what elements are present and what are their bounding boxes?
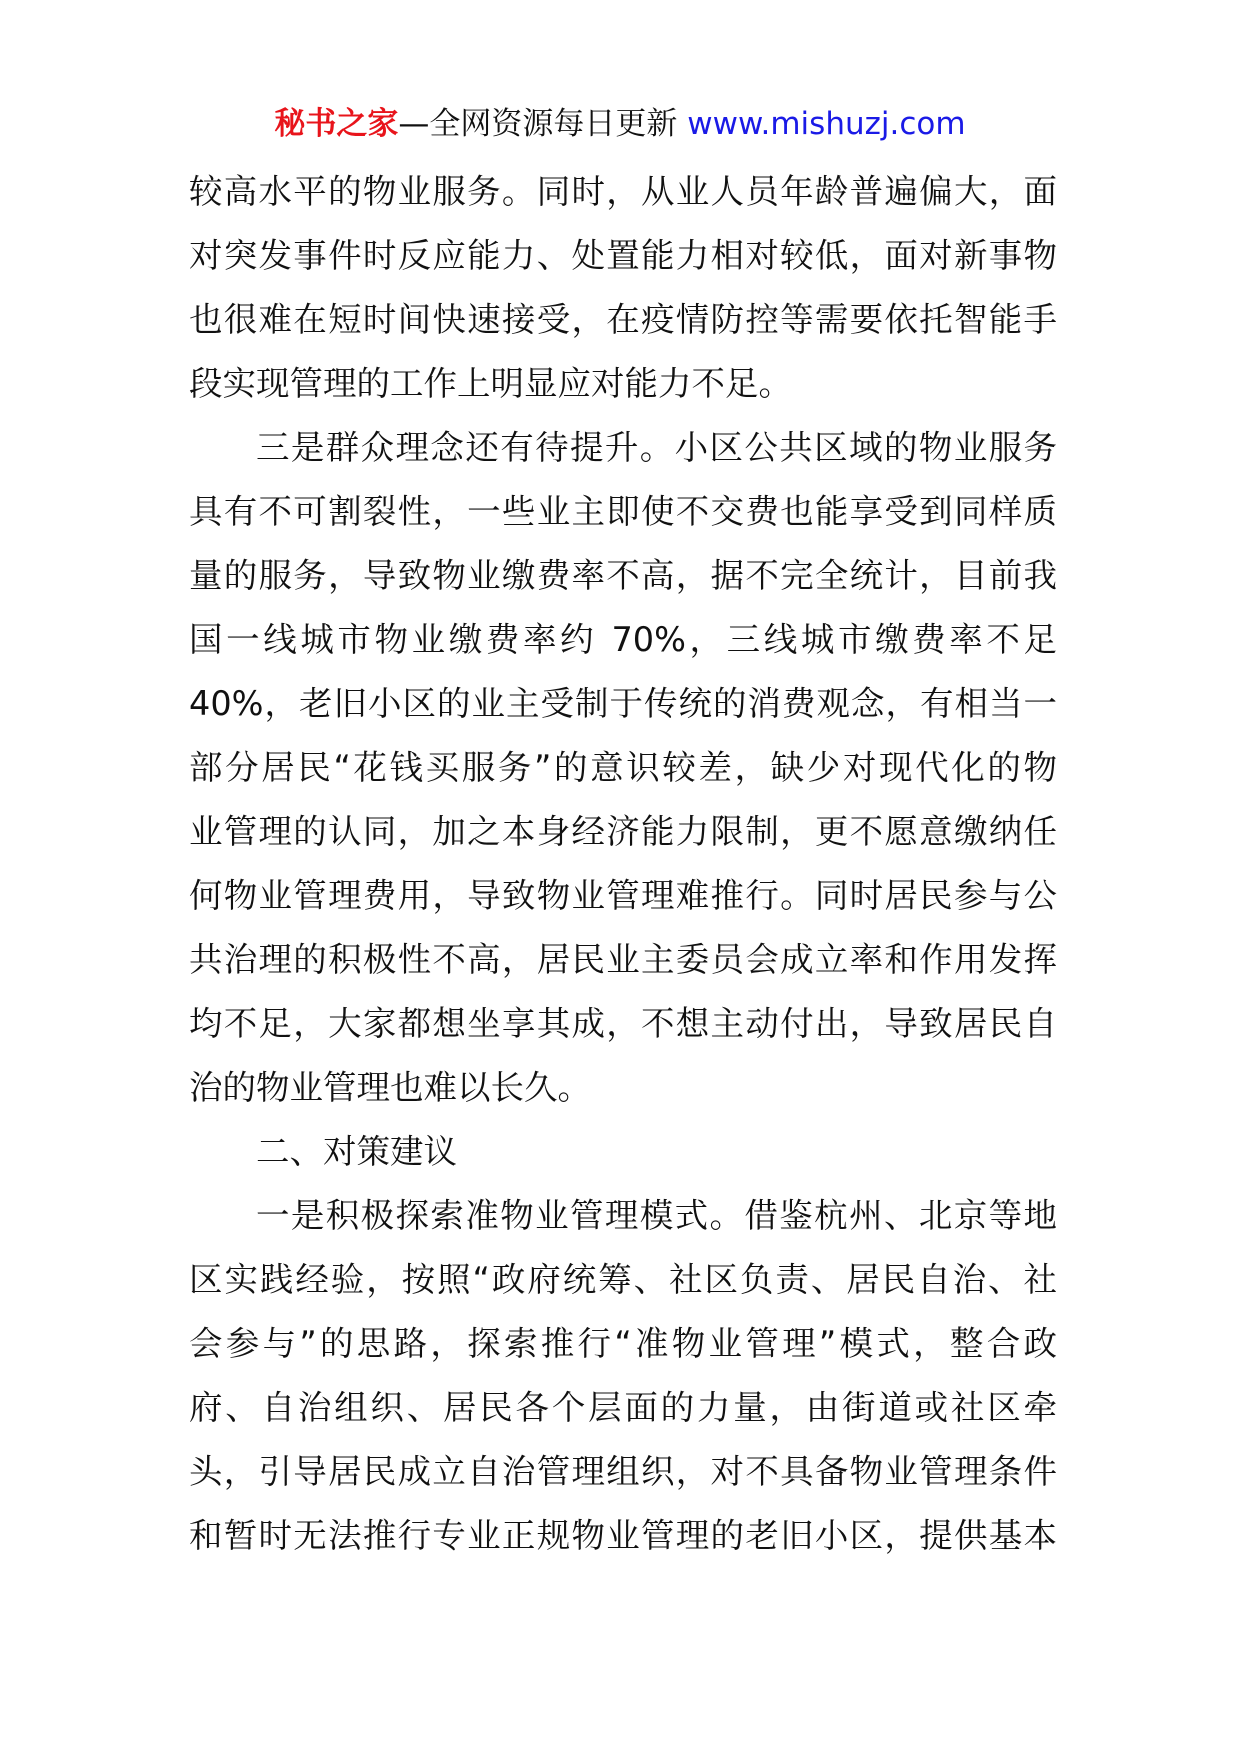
text-line: 共治理的积极性不高，居民业主委员会成立率和作用发挥 xyxy=(189,940,1057,979)
text-line: 40%，老旧小区的业主受制于传统的消费观念，有相当一 xyxy=(189,684,1057,723)
text-line: 治的物业管理也难以长久。 xyxy=(189,1068,591,1107)
text-line: 对突发事件时反应能力、处置能力相对较低，面对新事物 xyxy=(189,236,1057,275)
text-line: 也很难在短时间快速接受，在疫情防控等需要依托智能手 xyxy=(189,300,1057,339)
text-line: 国一线城市物业缴费率约 70%，三线城市缴费率不足 xyxy=(189,620,1057,659)
paragraph-start-line: 一是积极探索准物业管理模式。借鉴杭州、北京等地 xyxy=(256,1196,1057,1235)
text-line: 何物业管理费用，导致物业管理难推行。同时居民参与公 xyxy=(189,876,1057,915)
text-line: 区实践经验，按照“政府统筹、社区负责、居民自治、社 xyxy=(189,1260,1057,1299)
text-line: 具有不可割裂性，一些业主即使不交费也能享受到同样质 xyxy=(189,492,1057,531)
site-header xyxy=(0,104,1240,144)
document-body xyxy=(189,160,1057,1568)
text-line: 段实现管理的工作上明显应对能力不足。 xyxy=(189,364,792,403)
text-line: 业管理的认同，加之本身经济能力限制，更不愿意缴纳任 xyxy=(189,812,1057,851)
text-line: 均不足，大家都想坐享其成，不想主动付出，导致居民自 xyxy=(189,1004,1057,1043)
text-line: 量的服务，导致物业缴费率不高，据不完全统计，目前我 xyxy=(189,556,1057,595)
text-line: 较高水平的物业服务。同时，从业人员年龄普遍偏大，面 xyxy=(189,172,1057,211)
text-line: 部分居民“花钱买服务”的意识较差，缺少对现代化的物 xyxy=(189,748,1057,787)
text-line: 和暂时无法推行专业正规物业管理的老旧小区，提供基本 xyxy=(189,1516,1057,1555)
section-heading: 二、对策建议 xyxy=(256,1132,457,1171)
paragraph-start-line: 三是群众理念还有待提升。小区公共区域的物业服务 xyxy=(256,428,1057,467)
brand-name: 秘书之家 xyxy=(274,106,399,142)
text-line: 头，引导居民成立自治管理组织，对不具备物业管理条件 xyxy=(189,1452,1057,1491)
text-line: 会参与”的思路，探索推行“准物业管理”模式，整合政 xyxy=(189,1324,1057,1363)
site-url-link[interactable]: www.mishuzj.com xyxy=(687,106,966,142)
header-slogan: —全网资源每日更新 xyxy=(398,106,678,142)
text-line: 府、自治组织、居民各个层面的力量，由街道或社区牵 xyxy=(189,1388,1057,1427)
